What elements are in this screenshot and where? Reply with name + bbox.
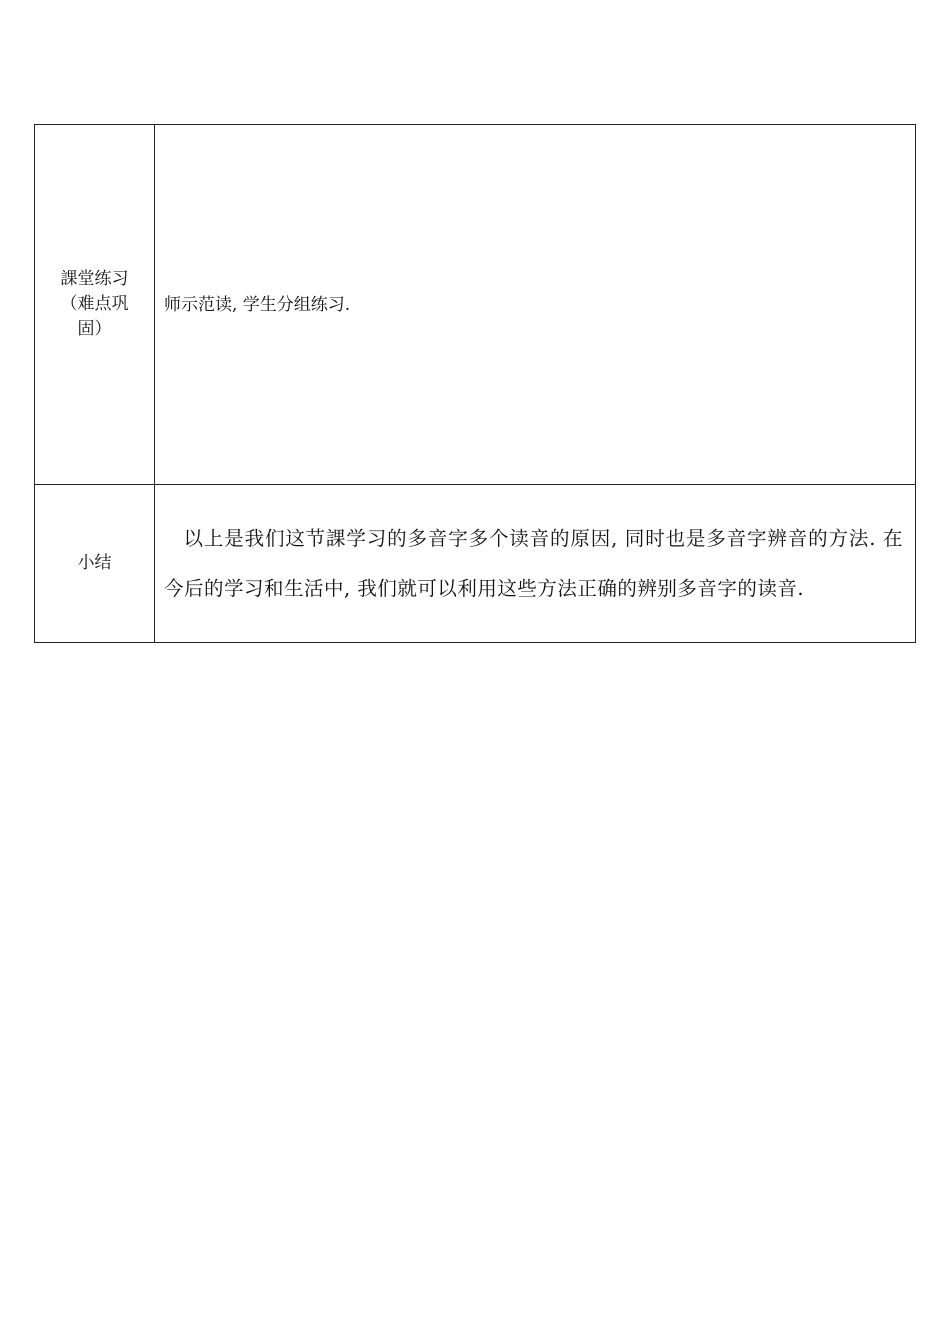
summary-label-cell bbox=[35, 485, 155, 643]
practice-label-line: 固） bbox=[77, 319, 112, 339]
summary-content-text: 以上是我们这节課学习的多音字多个读音的原因, 同时也是多音字辨音的方法. 在今后的学习和生活中, 我们就可以利用这些方法正确的辨别多音字的读音. bbox=[164, 526, 903, 600]
table-row-practice bbox=[35, 125, 916, 485]
practice-content-text: 师示范读, 学生分组练习. bbox=[164, 294, 351, 315]
lesson-table bbox=[34, 124, 916, 643]
practice-label-line: （难点巩 bbox=[60, 294, 129, 314]
practice-label-line: 課堂练习 bbox=[60, 269, 129, 289]
practice-label-cell bbox=[35, 125, 155, 485]
table-row-summary bbox=[35, 485, 916, 643]
summary-content-cell bbox=[155, 485, 916, 643]
practice-content-cell bbox=[155, 125, 916, 485]
summary-label: 小结 bbox=[77, 553, 112, 573]
